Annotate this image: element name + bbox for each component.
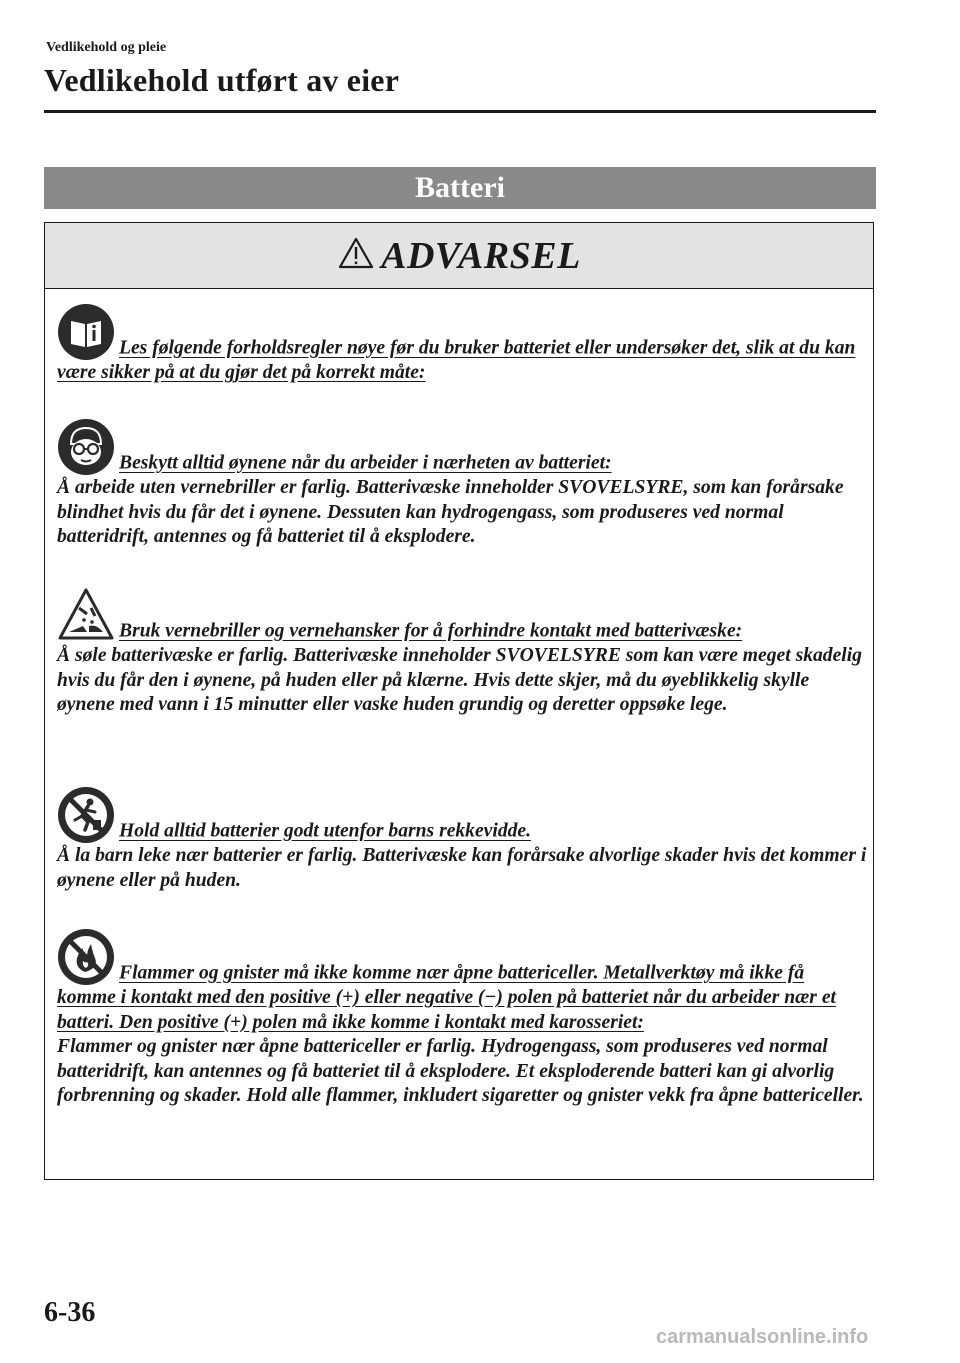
- warning-item-lead: Bruk vernebriller og vernehansker for å forhindre kontakt med batterivæske:: [119, 620, 743, 642]
- section-heading: [44, 167, 876, 209]
- warning-item: [57, 418, 867, 550]
- warning-item-lead: Flammer og gnister må ikke komme nær åpne battericeller. Metallverktøy må ikke få komme i kontakt med den positive (+) eller negative (−) polen på batteriet når du arbeider nær et batteri. Den positive (+) polen må ikke komme i kontakt med karosseriet:: [57, 962, 836, 1033]
- warning-item-lead: Hold alltid batterier godt utenfor barns rekkevidde.: [119, 820, 532, 842]
- warning-item-body: Å arbeide uten vernebriller er farlig. Batterivæske inneholder SVOVELSYRE, som kan forårsake blindhet hvis du får det i øynene. Dessuten kan hydrogengass, som produseres ved normal batteridrift, antennes og få batteriet til å eksplodere.: [57, 477, 844, 547]
- no-flame-icon: [57, 928, 115, 986]
- page-number: 6-36: [44, 1297, 96, 1328]
- warning-item-lead: Les følgende forholdsregler nøye før du bruker batteriet eller undersøker det, slik at du kan være sikker på at du gjør det på korrekt måte:: [57, 337, 856, 383]
- warning-item-body: Flammer og gnister nær åpne battericeller er farlig. Hydrogengass, som produseres ved normal batteridrift, kan antennes og få batteriet til å eksplodere. Et eksploderende batteri kan gi alvorlig forbrenning og skader. Hold alle flammer, inkludert sigaretter og gnister vekk fra åpne battericeller.: [57, 1036, 864, 1106]
- warning-box: [44, 222, 874, 1180]
- section-title: Batteri: [415, 171, 505, 204]
- acid-icon: [57, 586, 115, 644]
- watermark: carmanualsonline.info: [656, 1326, 869, 1348]
- warning-item-lead: Beskytt alltid øynene når du arbeider i nærheten av batteriet:: [119, 452, 612, 474]
- warning-triangle-icon: [337, 236, 375, 275]
- breadcrumb: Vedlikehold og pleie: [46, 40, 167, 55]
- warning-title: ADVARSEL: [381, 234, 581, 277]
- warning-item: [57, 586, 867, 718]
- warning-header: [45, 223, 873, 289]
- warning-item: [57, 786, 867, 893]
- warning-item-body: Å la barn leke nær batterier er farlig. Batterivæske kan forårsake alvorlige skader hvis det kommer i øynene eller på huden.: [57, 845, 867, 891]
- page-title: Vedlikehold utført av eier: [44, 62, 400, 98]
- warning-item-body: Å søle batterivæske er farlig. Batterivæske inneholder SVOVELSYRE som kan være meget skadelig hvis du får den i øynene, på huden eller på klærne. Hvis dette skjer, må du øyeblikkelig skylle øynene med vann i 15 minutter eller vaske huden grundig og deretter oppsøke lege.: [57, 645, 862, 715]
- manual-icon: [57, 303, 115, 361]
- warning-item: [57, 928, 867, 1109]
- title-divider: [44, 110, 876, 113]
- warning-item: [57, 303, 867, 386]
- goggles-icon: [57, 418, 115, 476]
- no-children-icon: [57, 786, 115, 844]
